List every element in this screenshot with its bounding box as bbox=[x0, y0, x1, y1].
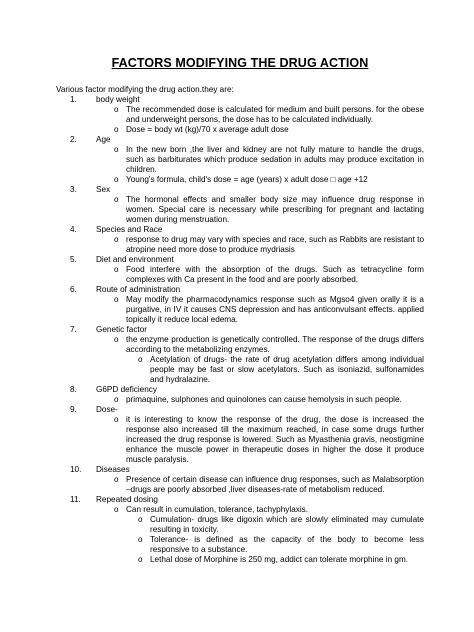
bullet-marker: o bbox=[114, 415, 119, 424]
sub-bullet-text: Cumulation- drugs like digoxin which are slowly eliminated may cumulate resulting in toxicity. bbox=[150, 515, 424, 534]
sub-bullet-marker: o bbox=[138, 555, 143, 564]
list-item-number: 5. bbox=[70, 255, 77, 264]
list-item-title: Dose- bbox=[96, 405, 118, 414]
list-item-heading bbox=[56, 225, 424, 235]
bullet-point bbox=[114, 395, 424, 405]
bullet-text: Presence of certain disease can influence drug responses, such as Malabsorption –drugs are poorly absorbed ,liver diseases-rate of metabolism reduced. bbox=[126, 475, 424, 494]
bullet-point bbox=[114, 125, 424, 135]
list-item bbox=[56, 255, 424, 285]
bullet-marker: o bbox=[114, 175, 119, 184]
bullet-point bbox=[114, 195, 424, 225]
bullet-text: The recommended dose is calculated for medium and built persons. for the obese and underweight persons, the dose has to be calculated individually. bbox=[126, 105, 424, 124]
list-item-title: Age bbox=[96, 135, 111, 144]
bullet-marker: o bbox=[114, 125, 119, 134]
list-item-heading bbox=[56, 405, 424, 415]
list-item-title: body weight bbox=[96, 95, 140, 104]
sub-bullet-text: Tolerance- is defined as the capacity of the body to become less responsive to a substance. bbox=[150, 535, 424, 554]
bullet-marker: o bbox=[114, 505, 119, 514]
bullet-text: Dose = body wt (kg)/70 x average adult dose bbox=[126, 125, 289, 134]
bullet-text: Young's formula, child's dose = age (years) x adult dose □ age +12 bbox=[126, 175, 368, 184]
list-item-number: 7. bbox=[70, 325, 77, 334]
list-item-heading bbox=[56, 465, 424, 475]
list-item-heading bbox=[56, 95, 424, 105]
bullet-point bbox=[114, 145, 424, 175]
bullet-text: In the new born ,the liver and kidney are not fully mature to handle the drugs, such as barbiturates which produce sedation in adults may produce excitation in children. bbox=[126, 145, 424, 174]
bullet-point bbox=[114, 175, 424, 185]
list-item-heading bbox=[56, 385, 424, 395]
bullet-marker: o bbox=[114, 335, 119, 344]
list-item-heading bbox=[56, 325, 424, 335]
list-item bbox=[56, 405, 424, 465]
list-item-number: 3. bbox=[70, 185, 77, 194]
list-item bbox=[56, 325, 424, 385]
bullet-point bbox=[114, 105, 424, 125]
sub-bullet-point bbox=[138, 555, 424, 565]
bullet-point bbox=[114, 505, 424, 515]
list-item bbox=[56, 225, 424, 255]
list-item-title: G6PD deficiency bbox=[96, 385, 157, 394]
intro-text: Various factor modifying the drug action.they are: bbox=[56, 85, 234, 94]
bullet-marker: o bbox=[114, 265, 119, 274]
list-item-number: 8. bbox=[70, 385, 77, 394]
sub-bullet-marker: o bbox=[138, 515, 143, 524]
bullet-text: the enzyme production is genetically controlled. The response of the drugs differs according to the metabolizing enzymes. bbox=[126, 335, 424, 354]
sub-bullet-text: Acetylation of drugs- the rate of drug acetylation differs among individual people may be fast or slow acetylators. Such as isoniazid, sulfonamides and hydralazine. bbox=[150, 355, 424, 384]
page-title: FACTORS MODIFYING THE DRUG ACTION bbox=[111, 56, 369, 70]
list-item bbox=[56, 465, 424, 495]
bullet-text: it is interesting to know the response of the drug, the dose is increased the response also increased till the maximum reached, in case some drugs further increased the drug response is lowered. Such as Myasthenia gravis, neostigmine enhance the muscle power in therapeutic doses in higher the dose it produce muscle paralysis. bbox=[126, 415, 424, 464]
list-item-title: Genetic factor bbox=[96, 325, 147, 334]
bullet-text: Food interfere with the absorption of the drugs. Such as tetracycline form complexes with Ca present in the food and are poorly absorbed. bbox=[126, 265, 424, 284]
factor-list bbox=[56, 95, 424, 565]
list-item-number: 11. bbox=[70, 495, 81, 504]
list-item-title: Repeated dosing bbox=[96, 495, 158, 504]
list-item-number: 6. bbox=[70, 285, 77, 294]
list-item-number: 4. bbox=[70, 225, 77, 234]
bullet-text: primaquine, sulphones and quinolones can cause hemolysis in such people. bbox=[126, 395, 402, 404]
list-item-title: Diet and environment bbox=[96, 255, 174, 264]
sub-bullet-point bbox=[138, 535, 424, 555]
list-item bbox=[56, 495, 424, 565]
bullet-point bbox=[114, 265, 424, 285]
list-item bbox=[56, 135, 424, 185]
list-item-heading bbox=[56, 495, 424, 505]
list-item-heading bbox=[56, 255, 424, 265]
list-item-number: 10. bbox=[70, 465, 82, 474]
list-item-heading bbox=[56, 285, 424, 295]
sub-bullet-marker: o bbox=[138, 535, 143, 544]
bullet-point bbox=[114, 295, 424, 325]
list-item-title: Species and Race bbox=[96, 225, 163, 234]
bullet-marker: o bbox=[114, 195, 119, 204]
sub-bullet-point bbox=[138, 355, 424, 385]
bullet-text: Can result in cumulation, tolerance, tachyphylaxis. bbox=[126, 505, 309, 514]
bullet-marker: o bbox=[114, 395, 119, 404]
sub-bullet-marker: o bbox=[138, 355, 143, 364]
bullet-point bbox=[114, 475, 424, 495]
bullet-marker: o bbox=[114, 235, 119, 244]
list-item-number: 2. bbox=[70, 135, 77, 144]
list-item-heading bbox=[56, 135, 424, 145]
bullet-marker: o bbox=[114, 475, 119, 484]
list-item bbox=[56, 185, 424, 225]
bullet-text: May modify the pharmacodynamics response such as Mgso4 given orally it is a purgative, in IV it causes CNS depression and has anticonvulsant effects. applied topically it reduce local edema. bbox=[126, 295, 424, 324]
list-item bbox=[56, 385, 424, 405]
sub-bullet-point bbox=[138, 515, 424, 535]
bullet-point bbox=[114, 335, 424, 355]
list-item bbox=[56, 285, 424, 325]
list-item-number: 1. bbox=[70, 95, 77, 104]
bullet-marker: o bbox=[114, 145, 119, 154]
list-item bbox=[56, 95, 424, 135]
bullet-text: The hormonal effects and smaller body size may influence drug response in women. Special care is necessary while prescribing for pregnant and lactating women during menstruation. bbox=[126, 195, 424, 224]
list-item-number: 9. bbox=[70, 405, 77, 414]
list-item-title: Route of administration bbox=[96, 285, 181, 294]
list-item-heading bbox=[56, 185, 424, 195]
list-item-title: Diseases bbox=[96, 465, 130, 474]
bullet-marker: o bbox=[114, 105, 119, 114]
bullet-point bbox=[114, 235, 424, 255]
sub-bullet-text: Lethal dose of Morphine is 250 mg, addict can tolerate morphine in gm. bbox=[150, 555, 409, 564]
bullet-text: response to drug may vary with species and race, such as Rabbits are resistant to atropine need more dose to produce mydriasis bbox=[126, 235, 424, 254]
bullet-point bbox=[114, 415, 424, 465]
list-item-title: Sex bbox=[96, 185, 111, 194]
bullet-marker: o bbox=[114, 295, 119, 304]
